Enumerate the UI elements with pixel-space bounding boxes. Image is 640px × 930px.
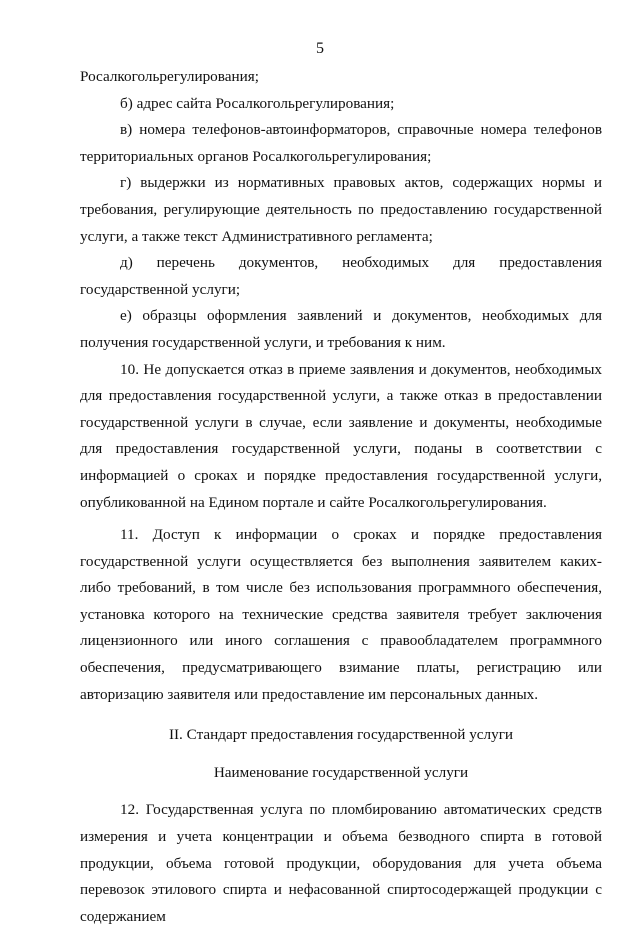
subsection-heading: Наименование государственной услуги bbox=[213, 763, 469, 781]
list-item-e: е) образцы оформления заявлений и документов, необходимых для получения государственной услуги, и требования к ним. bbox=[80, 307, 602, 351]
section-heading: II. Стандарт предоставления государственной услуги bbox=[168, 726, 514, 744]
paragraph-continuation: Росалкогольрегулирования; bbox=[80, 68, 259, 85]
clause-11: 11. Доступ к информации о сроках и порядке предоставления государственной услуги осуществляется без выполнения заявителем каких-либо требований, в том числе без использования программного обеспечения, установка которого на технические средства заявителя требует заключения лицензионного или иного соглашения с правообладателем программного обеспечения, предусматривающего взимание платы, регистрацию или авторизацию заявителя или предоставление им персональных данных. bbox=[80, 526, 602, 703]
clause-12: 12. Государственная услуга по пломбированию автоматических средств измерения и учета концентрации и объема безводного спирта в готовой продукции, объема готовой продукции, оборудования для учета объема перевозок этилового спирта и нефасованной спиртосодержащей продукции с содержанием bbox=[80, 801, 602, 925]
list-item-g: г) выдержки из нормативных правовых актов, содержащих нормы и требования, регулирующие деятельность по предоставлению государственной услуги, а также текст Административного регламента; bbox=[80, 174, 602, 245]
list-item-b: б) адрес сайта Росалкогольрегулирования; bbox=[120, 94, 395, 112]
document-body bbox=[80, 64, 602, 930]
clause-10: 10. Не допускается отказ в приеме заявления и документов, необходимых для предоставления государственной услуги, а также отказ в предоставлении государственной услуги в случае, если заявление и документы, необходимые для предоставления государственной услуги, поданы в соответствии с информацией о сроках и порядке предоставления государственной услуги, опубликованной на Едином портале и сайте Росалкогольрегулирования. bbox=[80, 360, 602, 511]
list-item-d: д) перечень документов, необходимых для предоставления государственной услуги; bbox=[80, 254, 602, 298]
list-item-v: в) номера телефонов-автоинформаторов, справочные номера телефонов территориальных органов Росалкогольрегулирования; bbox=[80, 121, 602, 165]
page-number: 5 bbox=[316, 40, 324, 57]
